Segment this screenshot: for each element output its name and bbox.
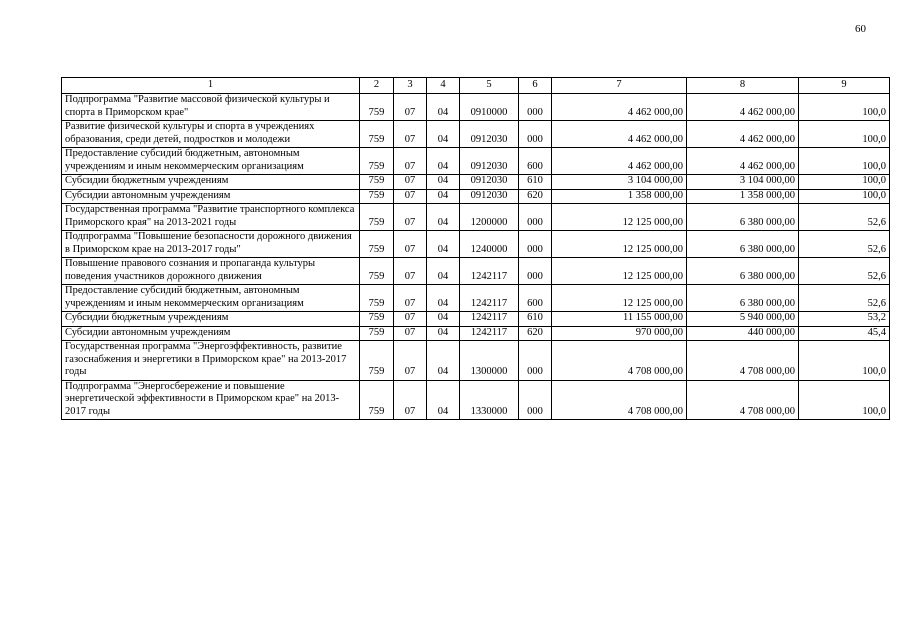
cell-col2: 759 bbox=[360, 380, 394, 420]
cell-col9: 100,0 bbox=[799, 121, 890, 148]
table-row bbox=[62, 285, 890, 312]
cell-col5: 1242117 bbox=[460, 326, 519, 341]
cell-col2: 759 bbox=[360, 326, 394, 341]
table-row bbox=[62, 204, 890, 231]
table-body bbox=[62, 94, 890, 420]
cell-col4: 04 bbox=[427, 175, 460, 190]
cell-col8: 4 462 000,00 bbox=[687, 94, 799, 121]
cell-name: Субсидии бюджетным учреждениям bbox=[62, 312, 360, 327]
cell-col6: 000 bbox=[519, 380, 552, 420]
column-header: 9 bbox=[799, 78, 890, 94]
cell-col3: 07 bbox=[394, 94, 427, 121]
cell-col4: 04 bbox=[427, 341, 460, 381]
cell-col5: 1200000 bbox=[460, 204, 519, 231]
table-row bbox=[62, 326, 890, 341]
table-row bbox=[62, 175, 890, 190]
cell-col4: 04 bbox=[427, 148, 460, 175]
cell-name: Подпрограмма "Развитие массовой физической культуры и спорта в Приморском крае" bbox=[62, 94, 360, 121]
cell-col8: 3 104 000,00 bbox=[687, 175, 799, 190]
cell-col7: 4 708 000,00 bbox=[552, 341, 687, 381]
column-header: 1 bbox=[62, 78, 360, 94]
cell-col7: 4 708 000,00 bbox=[552, 380, 687, 420]
column-header: 6 bbox=[519, 78, 552, 94]
cell-col5: 1242117 bbox=[460, 285, 519, 312]
cell-col6: 000 bbox=[519, 94, 552, 121]
cell-col8: 4 708 000,00 bbox=[687, 380, 799, 420]
cell-col2: 759 bbox=[360, 175, 394, 190]
cell-col3: 07 bbox=[394, 285, 427, 312]
cell-col5: 1330000 bbox=[460, 380, 519, 420]
cell-col2: 759 bbox=[360, 148, 394, 175]
cell-col3: 07 bbox=[394, 312, 427, 327]
cell-col9: 100,0 bbox=[799, 341, 890, 381]
cell-col2: 759 bbox=[360, 258, 394, 285]
cell-col6: 600 bbox=[519, 285, 552, 312]
cell-col6: 000 bbox=[519, 341, 552, 381]
cell-name: Предоставление субсидий бюджетным, автономным учреждениям и иным некоммерческим организациям bbox=[62, 148, 360, 175]
cell-col3: 07 bbox=[394, 258, 427, 285]
cell-col8: 6 380 000,00 bbox=[687, 204, 799, 231]
cell-col8: 4 708 000,00 bbox=[687, 341, 799, 381]
cell-col7: 4 462 000,00 bbox=[552, 94, 687, 121]
cell-col7: 11 155 000,00 bbox=[552, 312, 687, 327]
cell-col5: 0912030 bbox=[460, 121, 519, 148]
cell-col9: 52,6 bbox=[799, 258, 890, 285]
cell-name: Государственная программа "Энергоэффективность, развитие газоснабжения и энергетики в Приморском крае" на 2013-2017 годы bbox=[62, 341, 360, 381]
cell-col5: 1242117 bbox=[460, 312, 519, 327]
cell-col3: 07 bbox=[394, 204, 427, 231]
cell-col5: 0912030 bbox=[460, 175, 519, 190]
cell-col8: 4 462 000,00 bbox=[687, 148, 799, 175]
column-header: 7 bbox=[552, 78, 687, 94]
cell-col2: 759 bbox=[360, 285, 394, 312]
table-row bbox=[62, 121, 890, 148]
cell-col4: 04 bbox=[427, 204, 460, 231]
cell-name: Предоставление субсидий бюджетным, автономным учреждениям и иным некоммерческим организациям bbox=[62, 285, 360, 312]
budget-table bbox=[61, 77, 890, 420]
cell-col8: 6 380 000,00 bbox=[687, 285, 799, 312]
cell-col6: 610 bbox=[519, 175, 552, 190]
cell-col5: 1240000 bbox=[460, 231, 519, 258]
cell-col2: 759 bbox=[360, 312, 394, 327]
cell-name: Развитие физической культуры и спорта в учреждениях образования, среди детей, подростков и молодежи bbox=[62, 121, 360, 148]
cell-col7: 12 125 000,00 bbox=[552, 258, 687, 285]
cell-col3: 07 bbox=[394, 175, 427, 190]
cell-col4: 04 bbox=[427, 326, 460, 341]
cell-col6: 000 bbox=[519, 258, 552, 285]
cell-col4: 04 bbox=[427, 231, 460, 258]
cell-col7: 3 104 000,00 bbox=[552, 175, 687, 190]
cell-col3: 07 bbox=[394, 189, 427, 204]
cell-name: Субсидии автономным учреждениям bbox=[62, 326, 360, 341]
cell-col7: 970 000,00 bbox=[552, 326, 687, 341]
cell-col4: 04 bbox=[427, 380, 460, 420]
cell-col4: 04 bbox=[427, 285, 460, 312]
cell-col7: 12 125 000,00 bbox=[552, 285, 687, 312]
cell-col3: 07 bbox=[394, 148, 427, 175]
table-row bbox=[62, 148, 890, 175]
cell-name: Подпрограмма "Энергосбережение и повышение энергетической эффективности в Приморском крае" на 2013-2017 годы bbox=[62, 380, 360, 420]
cell-col8: 6 380 000,00 bbox=[687, 231, 799, 258]
cell-col7: 12 125 000,00 bbox=[552, 231, 687, 258]
cell-col9: 45,4 bbox=[799, 326, 890, 341]
table-row bbox=[62, 380, 890, 420]
cell-col9: 100,0 bbox=[799, 380, 890, 420]
cell-name: Субсидии автономным учреждениям bbox=[62, 189, 360, 204]
cell-col9: 100,0 bbox=[799, 94, 890, 121]
cell-col4: 04 bbox=[427, 94, 460, 121]
cell-col6: 620 bbox=[519, 189, 552, 204]
column-header: 3 bbox=[394, 78, 427, 94]
cell-col8: 4 462 000,00 bbox=[687, 121, 799, 148]
column-header: 8 bbox=[687, 78, 799, 94]
cell-col8: 6 380 000,00 bbox=[687, 258, 799, 285]
table-row bbox=[62, 312, 890, 327]
page-number: 60 bbox=[855, 23, 866, 35]
cell-col9: 52,6 bbox=[799, 285, 890, 312]
cell-col7: 1 358 000,00 bbox=[552, 189, 687, 204]
cell-col2: 759 bbox=[360, 231, 394, 258]
cell-col5: 0910000 bbox=[460, 94, 519, 121]
cell-col9: 100,0 bbox=[799, 189, 890, 204]
cell-col6: 610 bbox=[519, 312, 552, 327]
cell-col2: 759 bbox=[360, 94, 394, 121]
cell-col2: 759 bbox=[360, 341, 394, 381]
cell-name: Повышение правового сознания и пропаганда культуры поведения участников дорожного движения bbox=[62, 258, 360, 285]
header-row bbox=[62, 78, 890, 94]
cell-col5: 0912030 bbox=[460, 189, 519, 204]
cell-col9: 52,6 bbox=[799, 231, 890, 258]
cell-col6: 000 bbox=[519, 121, 552, 148]
cell-name: Государственная программа "Развитие транспортного комплекса Приморского края" на 2013-2021 годы bbox=[62, 204, 360, 231]
cell-col5: 1300000 bbox=[460, 341, 519, 381]
cell-name: Подпрограмма "Повышение безопасности дорожного движения в Приморском крае на 2013-2017 годы" bbox=[62, 231, 360, 258]
cell-col7: 4 462 000,00 bbox=[552, 148, 687, 175]
cell-col5: 0912030 bbox=[460, 148, 519, 175]
cell-col9: 52,6 bbox=[799, 204, 890, 231]
cell-col2: 759 bbox=[360, 204, 394, 231]
cell-col5: 1242117 bbox=[460, 258, 519, 285]
table-row bbox=[62, 258, 890, 285]
column-header: 5 bbox=[460, 78, 519, 94]
cell-col4: 04 bbox=[427, 258, 460, 285]
cell-col7: 12 125 000,00 bbox=[552, 204, 687, 231]
cell-col2: 759 bbox=[360, 189, 394, 204]
cell-name: Субсидии бюджетным учреждениям bbox=[62, 175, 360, 190]
cell-col3: 07 bbox=[394, 326, 427, 341]
cell-col9: 100,0 bbox=[799, 175, 890, 190]
cell-col3: 07 bbox=[394, 341, 427, 381]
cell-col9: 100,0 bbox=[799, 148, 890, 175]
cell-col9: 53,2 bbox=[799, 312, 890, 327]
column-header: 2 bbox=[360, 78, 394, 94]
cell-col7: 4 462 000,00 bbox=[552, 121, 687, 148]
cell-col6: 620 bbox=[519, 326, 552, 341]
cell-col4: 04 bbox=[427, 312, 460, 327]
cell-col6: 600 bbox=[519, 148, 552, 175]
cell-col6: 000 bbox=[519, 231, 552, 258]
cell-col8: 1 358 000,00 bbox=[687, 189, 799, 204]
cell-col8: 440 000,00 bbox=[687, 326, 799, 341]
cell-col8: 5 940 000,00 bbox=[687, 312, 799, 327]
table-row bbox=[62, 189, 890, 204]
cell-col4: 04 bbox=[427, 121, 460, 148]
column-header: 4 bbox=[427, 78, 460, 94]
cell-col4: 04 bbox=[427, 189, 460, 204]
cell-col3: 07 bbox=[394, 380, 427, 420]
cell-col2: 759 bbox=[360, 121, 394, 148]
table-row bbox=[62, 231, 890, 258]
cell-col6: 000 bbox=[519, 204, 552, 231]
cell-col3: 07 bbox=[394, 231, 427, 258]
table-row bbox=[62, 94, 890, 121]
table-row bbox=[62, 341, 890, 381]
cell-col3: 07 bbox=[394, 121, 427, 148]
